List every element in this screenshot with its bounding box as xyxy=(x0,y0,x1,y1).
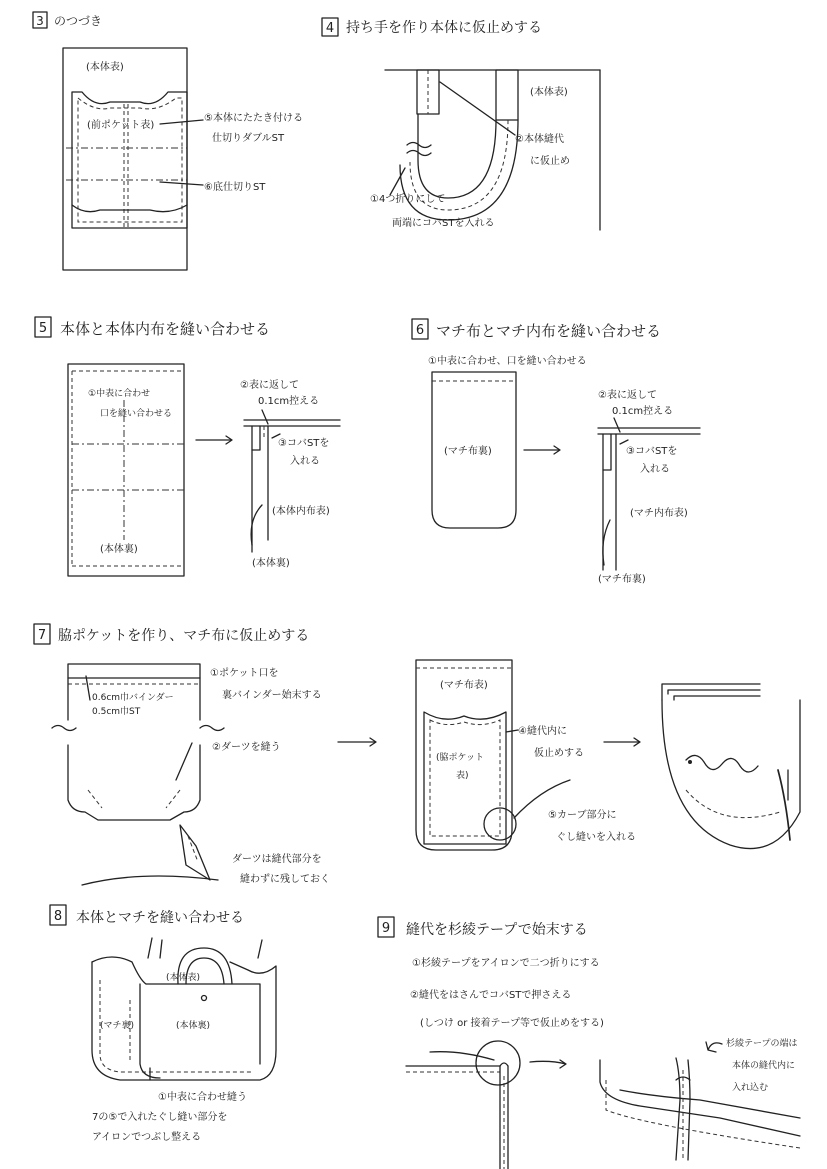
label-gusset-back: (マチ裏) xyxy=(100,1021,135,1031)
note-tape-end-b: 本体の縫代内に xyxy=(732,1061,796,1071)
note-2a: 7の⑤で入れたぐし縫い部分を xyxy=(92,1112,228,1123)
note-2a: ②表に返して xyxy=(598,390,657,401)
note-1: ①中表に合わせ縫う xyxy=(158,1092,247,1103)
step-number: 7 xyxy=(37,628,47,643)
diagram-7-detail xyxy=(662,684,800,849)
note-5a: ⑤本体にたたき付ける xyxy=(204,113,303,124)
label-gusset-back-2: (マチ布裏) xyxy=(598,574,646,585)
step-title: 持ち手を作り本体に仮止めする xyxy=(346,20,542,36)
note-1: ①中表に合わせ、口を縫い合わせる xyxy=(428,356,587,367)
note-stitch-width: 0.5cm巾ST xyxy=(92,707,141,717)
arrow-icon xyxy=(524,446,560,454)
step-title: のつづき xyxy=(54,14,103,28)
note-3b: 入れる xyxy=(290,456,320,467)
label-gusset-front: (マチ布表) xyxy=(440,680,488,691)
note-5a: ⑤カーブ部分に xyxy=(548,810,617,821)
step-title: 本体と本体内布を縫い合わせる xyxy=(60,320,271,338)
step-title: 縫代を杉綾テープで始末する xyxy=(406,922,588,938)
note-4a: ④縫代内に xyxy=(518,726,567,737)
label-body-front: (本体表) xyxy=(86,62,124,73)
diagram-9-tape-end xyxy=(600,1042,800,1160)
note-2: ②ダーツを縫う xyxy=(212,742,281,753)
step-title: 脇ポケットを作り、マチ布に仮止めする xyxy=(58,628,310,644)
note-1a: ①4つ折りにして xyxy=(370,194,446,205)
note-2b: 0.1cm控える xyxy=(258,396,320,407)
arrow-icon xyxy=(338,738,376,746)
note-1b: 裏バインダー始末する xyxy=(222,690,322,701)
arrow-icon xyxy=(196,436,232,444)
label-body-back: (本体裏) xyxy=(100,544,138,555)
step-title: 本体とマチを縫い合わせる xyxy=(76,910,244,926)
diagram-9-taping xyxy=(406,1041,566,1169)
section-6 xyxy=(412,319,700,585)
label-gusset-back: (マチ布裏) xyxy=(444,446,492,457)
step-number: 8 xyxy=(53,909,63,924)
label-body-front: (本体表) xyxy=(166,973,201,983)
note-5b: ぐし縫いを入れる xyxy=(556,832,636,843)
step-number: 6 xyxy=(415,323,425,338)
note-1a: ①ポケット口を xyxy=(210,668,279,679)
note-5b: 仕切りダブルST xyxy=(212,133,285,144)
note-1b: 口を縫い合わせる xyxy=(100,409,173,419)
note-3b: 入れる xyxy=(640,464,670,475)
label-front-pocket: (前ポケット表) xyxy=(87,120,155,131)
note-tape-end-a: 杉綾テープの端は xyxy=(726,1039,798,1049)
note-2a: ②表に返して xyxy=(240,380,299,391)
step-number: 9 xyxy=(381,921,391,936)
note-2-sub: (しつけ or 接着テープ等で仮止めをする) xyxy=(420,1018,604,1029)
note-dart-b: 縫わずに残しておく xyxy=(240,874,330,885)
note-1b: 両端にコバSTを入れる xyxy=(392,218,495,229)
diagram-5-section xyxy=(244,410,340,552)
step-number: 4 xyxy=(325,21,335,36)
arrow-icon xyxy=(604,738,640,746)
note-2: ②縫代をはさんでコバSTで押さえる xyxy=(410,990,572,1001)
step-number: 3 xyxy=(36,14,44,28)
label-side-pocket-b: 表) xyxy=(456,771,469,781)
note-dart-a: ダーツは縫代部分を xyxy=(232,854,322,865)
section-9 xyxy=(378,917,800,1169)
step-title: マチ布とマチ内布を縫い合わせる xyxy=(436,322,662,340)
section-8 xyxy=(50,905,276,1143)
label-body-back-2: (本体裏) xyxy=(252,558,290,569)
note-6: ⑥底仕切りST xyxy=(204,182,266,193)
diagram-6-section xyxy=(598,418,700,570)
label-gusset-lining: (マチ内布表) xyxy=(630,508,688,519)
note-binding-width: 0.6cm巾バインダー xyxy=(92,693,174,703)
step-number: 5 xyxy=(38,321,48,336)
diagram-8 xyxy=(92,938,276,1080)
section-7 xyxy=(34,624,800,885)
section-4 xyxy=(322,18,600,230)
label-lining-front: (本体内布表) xyxy=(272,506,330,517)
label-body-back: (本体裏) xyxy=(176,1021,211,1031)
note-tape-end-c: 入れ込む xyxy=(732,1083,769,1093)
note-1a: ①中表に合わせ xyxy=(88,389,151,399)
diagram-3 xyxy=(63,48,203,270)
section-3 xyxy=(33,12,303,270)
note-2b: 0.1cm控える xyxy=(612,406,674,417)
section-5 xyxy=(35,317,340,576)
note-2b: アイロンでつぶし整える xyxy=(92,1132,202,1143)
note-2a: ②本体縫代 xyxy=(515,134,564,145)
note-4b: 仮止めする xyxy=(534,748,584,759)
label-body-front: (本体表) xyxy=(530,87,568,98)
note-1: ①杉綾テープをアイロンで二つ折りにする xyxy=(412,958,600,969)
note-2b: に仮止め xyxy=(530,156,570,167)
note-3a: ③コバSTを xyxy=(278,438,330,449)
note-3a: ③コバSTを xyxy=(626,446,678,457)
label-side-pocket-a: (脇ポケット xyxy=(436,753,485,763)
